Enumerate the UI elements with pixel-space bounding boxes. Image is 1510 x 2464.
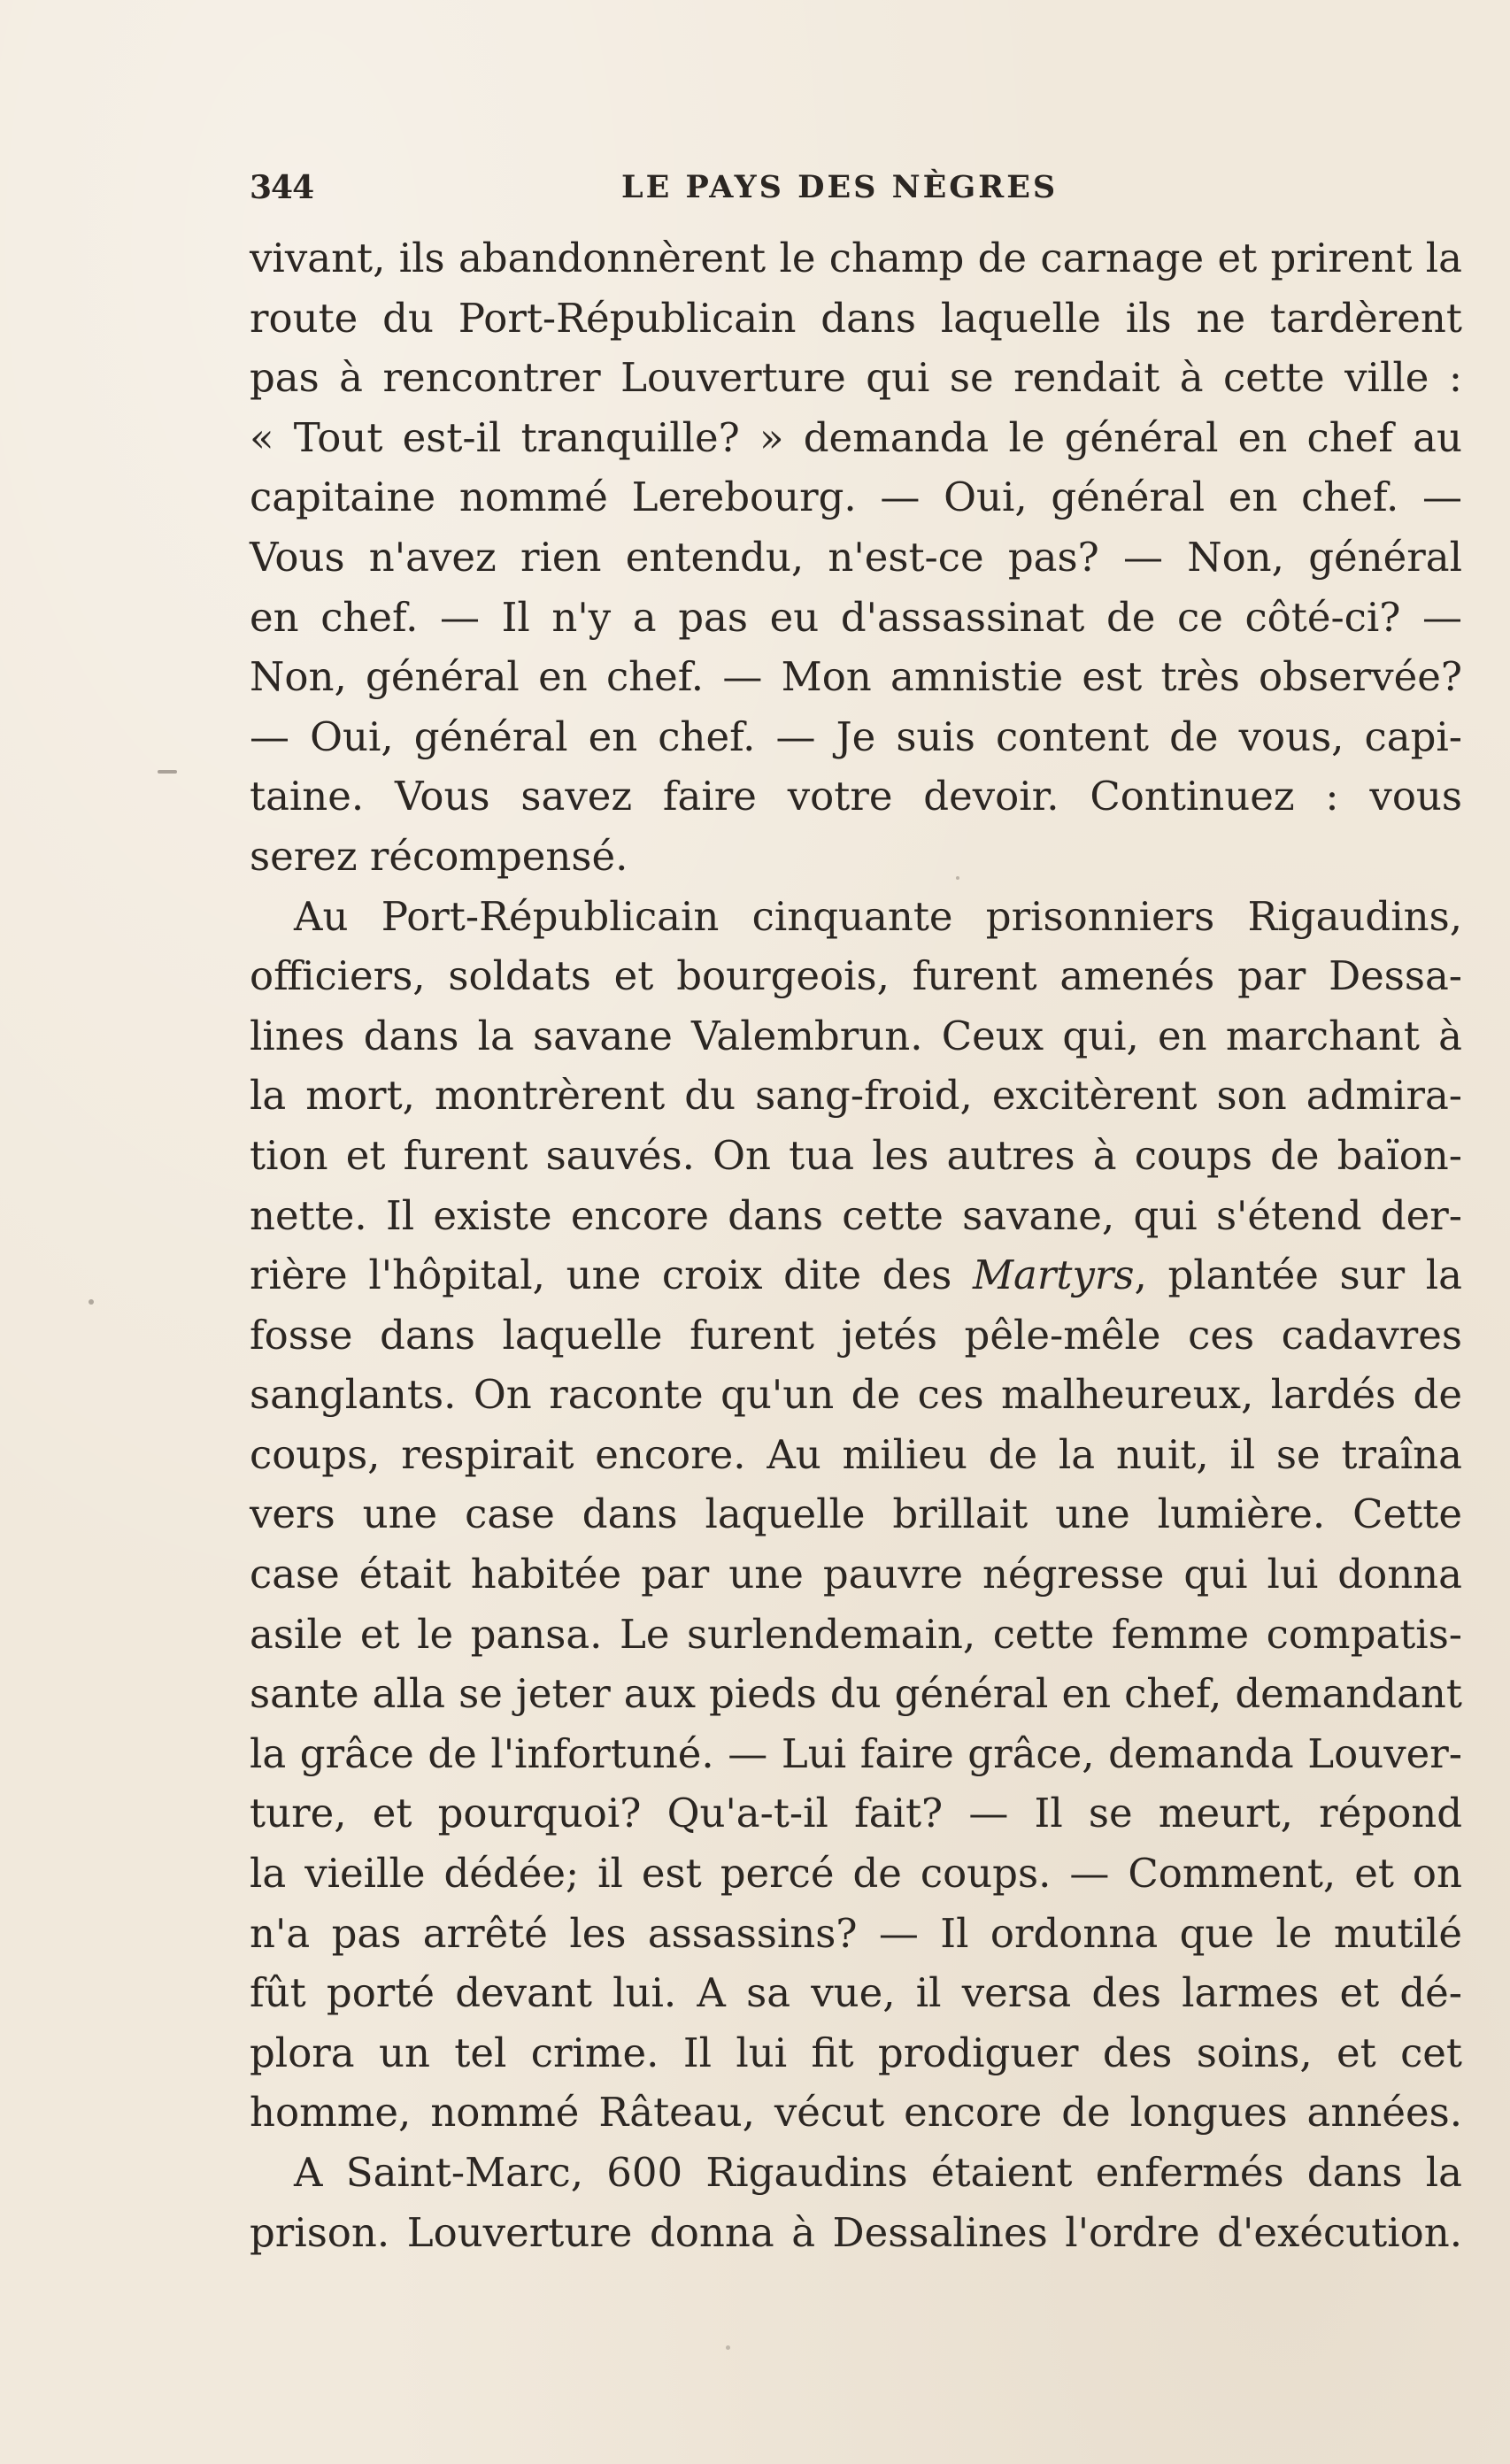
text-line: en chef. — Il n'y a pas eu d'assassinat de ce côté-ci? — xyxy=(250,593,1462,641)
page-number: 344 xyxy=(250,169,314,206)
text-line: coups, respirait encore. Au milieu de la nuit, il se traîna xyxy=(250,1430,1462,1478)
paragraph-start-line: A Saint-Marc, 600 Rigaudins étaient enfermés dans la xyxy=(294,2149,1462,2196)
text-line: la grâce de l'infortuné. — Lui faire grâce, demanda Louver- xyxy=(250,1729,1462,1777)
text-line: sanglants. On raconte qu'un de ces malheureux, lardés de xyxy=(250,1371,1462,1419)
text-line: officiers, soldats et bourgeois, furent amenés par Dessa- xyxy=(250,952,1462,1000)
text-line: asile et le pansa. Le surlendemain, cette femme compatis- xyxy=(250,1610,1462,1658)
text-line: nette. Il existe encore dans cette savane, qui s'étend der- xyxy=(250,1191,1462,1239)
text-line: ture, et pourquoi? Qu'a-t-il fait? — Il se meurt, répond xyxy=(250,1790,1462,1837)
text-line: vers une case dans laquelle brillait une lumière. Cette xyxy=(250,1490,1462,1538)
text-line: route du Port-Républicain dans laquelle ils ne tardèrent xyxy=(250,294,1462,342)
text-line: la vieille dédée; il est percé de coups. — Comment, et on xyxy=(250,1850,1462,1898)
paragraph-start-line: Au Port-Républicain cinquante prisonniers Rigaudins, xyxy=(294,892,1462,940)
text-line: vivant, ils abandonnèrent le champ de carnage et prirent la xyxy=(250,235,1462,281)
paper-speck xyxy=(158,770,177,774)
paper-speck xyxy=(956,876,959,880)
running-title: LE PAYS DES NÈGRES xyxy=(621,169,1059,205)
text-segment: rière l'hôpital, une croix dite des xyxy=(250,1251,952,1299)
italic-word-martyrs: Martyrs xyxy=(972,1251,1135,1299)
text-line: fosse dans laquelle furent jetés pêle-mêle ces cadavres xyxy=(250,1311,1462,1359)
text-line: capitaine nommé Lerebourg. — Oui, général en chef. — xyxy=(250,474,1462,521)
text-line: serez récompensé. xyxy=(250,832,628,880)
text-line: taine. Vous savez faire votre devoir. Continuez : vous xyxy=(250,773,1462,820)
text-line: lines dans la savane Valembrun. Ceux qui, en marchant à xyxy=(250,1012,1462,1059)
text-line: pas à rencontrer Louverture qui se rendait à cette ville : xyxy=(250,354,1462,402)
text-line: — Oui, général en chef. — Je suis content de vous, capi- xyxy=(250,712,1462,760)
text-line-with-italic xyxy=(250,1245,1462,1305)
text-line: plora un tel crime. Il lui fit prodiguer des soins, et cet xyxy=(250,2029,1462,2076)
text-line: Vous n'avez rien entendu, n'est-ce pas? — Non, général xyxy=(250,533,1462,581)
text-line: sante alla se jeter aux pieds du général en chef, demandant xyxy=(250,1670,1462,1718)
text-line: homme, nommé Râteau, vécut encore de longues années. xyxy=(250,2089,1462,2137)
text-line: « Tout est-il tranquille? » demanda le général en chef au xyxy=(250,413,1462,461)
text-line: Non, général en chef. — Mon amnistie est très observée? xyxy=(250,653,1462,701)
text-line: tion et furent sauvés. On tua les autres à coups de baïon- xyxy=(250,1131,1462,1179)
body-text xyxy=(250,228,1462,2262)
paper-speck xyxy=(726,2345,730,2350)
text-line: prison. Louverture donna à Dessalines l'ordre d'exécution. xyxy=(250,2208,1462,2256)
text-line: la mort, montrèrent du sang-froid, excitèrent son admira- xyxy=(250,1072,1462,1120)
text-line: n'a pas arrêté les assassins? — Il ordonna que le mutilé xyxy=(250,1909,1462,1957)
text-segment: , plantée sur la xyxy=(1134,1251,1462,1299)
text-line: case était habitée par une pauvre négresse qui lui donna xyxy=(250,1551,1462,1598)
running-head xyxy=(250,161,1464,214)
paper-speck xyxy=(89,1299,94,1305)
text-line: fût porté devant lui. A sa vue, il versa des larmes et dé- xyxy=(250,1969,1462,2017)
